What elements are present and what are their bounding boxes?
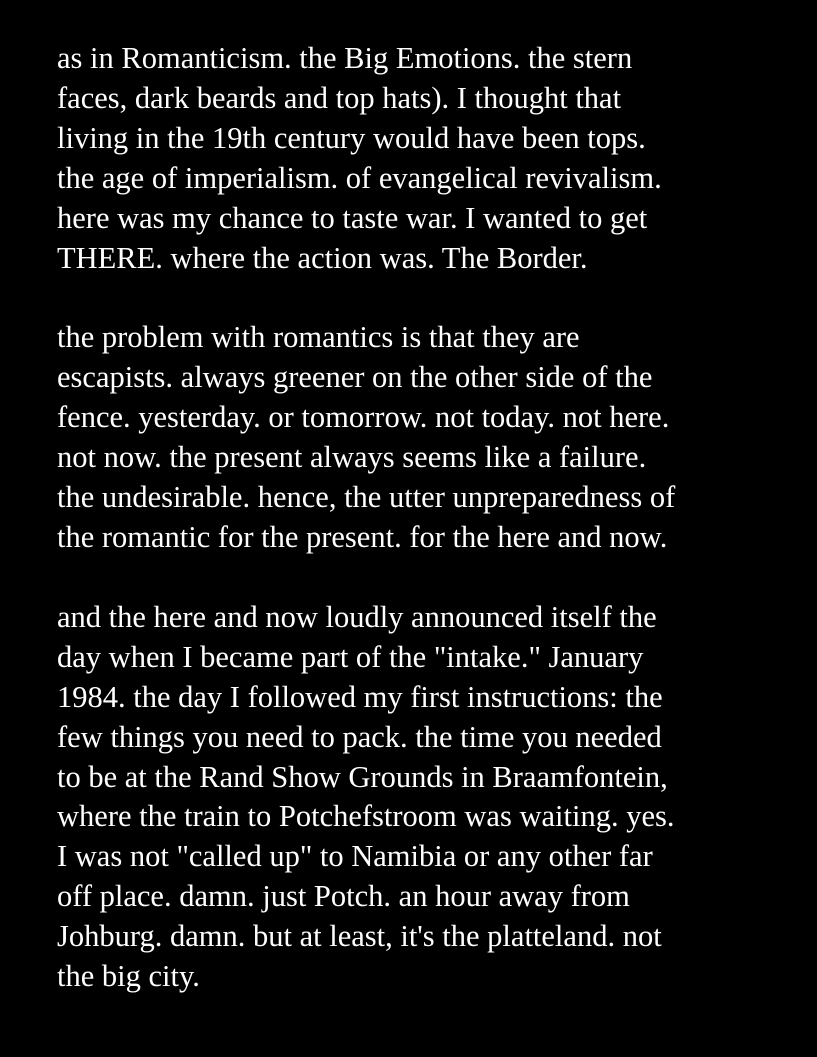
text-line: fence. yesterday. or tomorrow. not today. not here. [57,400,670,435]
text-line: the age of imperialism. of evangelical revivalism. [57,160,662,195]
text-line: faces, dark beards and top hats). I thought that [57,80,622,115]
paragraph-romanticism [57,39,817,278]
text-line: to be at the Rand Show Grounds in Braamfontein, [57,759,668,794]
text-line: Johburg. damn. but at least, it's the platteland. not [57,919,662,954]
text-line: and the here and now loudly announced itself the [57,599,657,634]
text-line: the romantic for the present. for the here and now. [57,519,668,554]
text-line: where the train to Potchefstroom was waiting. yes. [57,799,675,834]
text-line: not now. the present always seems like a failure. [57,440,647,475]
text-line: 1984. the day I followed my first instructions: the [57,679,663,714]
text-line: few things you need to pack. the time you needed [57,719,662,754]
text-line: the undesirable. hence, the utter unpreparedness of [57,480,676,515]
text-line: day when I became part of the "intake." January [57,639,644,674]
text-line: here was my chance to taste war. I wanted to get [57,200,648,235]
text-line: off place. damn. just Potch. an hour away from [57,879,630,914]
document-body [57,39,817,1037]
text-line: living in the 19th century would have been tops. [57,120,646,155]
paragraph-intake [57,598,817,997]
text-line: the problem with romantics is that they are [57,320,580,355]
text-line: I was not "called up" to Namibia or any other far [57,839,653,874]
text-line: escapists. always greener on the other side of the [57,360,653,395]
text-line: THERE. where the action was. The Border. [57,240,588,275]
paragraph-escapists [57,318,817,557]
text-line: as in Romanticism. the Big Emotions. the stern [57,41,633,75]
text-line: the big city. [57,959,200,994]
